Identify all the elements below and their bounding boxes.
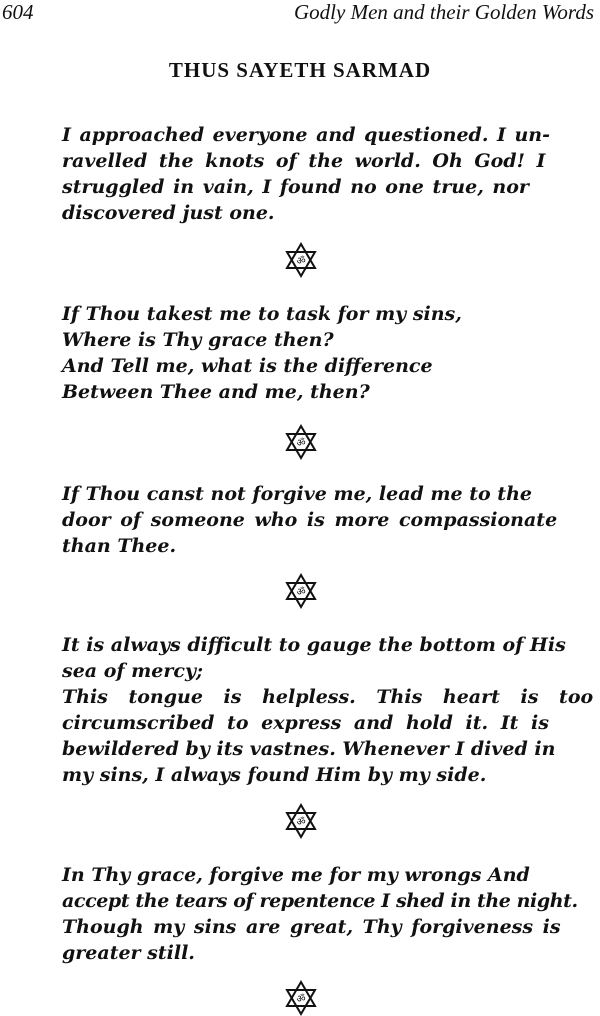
svg-text:ॐ: ॐ [296, 256, 306, 267]
verse-line: my sins, I always found Him by my side. [62, 764, 487, 786]
verse-line: circumscribed to express and hold it. It is [62, 712, 549, 734]
svg-text:ॐ: ॐ [296, 438, 306, 449]
verse-line: discovered just one. [62, 202, 275, 224]
chapter-title: THUS SAYETH SARMAD [168, 58, 432, 82]
verse-line: bewildered by its vastnes. Whenever I dived in [62, 738, 556, 760]
verse-line: Between Thee and me, then? [62, 381, 370, 403]
verse-line: This tongue is helpless. This heart is too [62, 686, 594, 708]
verse-line: Though my sins are great, Thy forgiveness is [62, 916, 561, 938]
verse-line: sea of mercy; [62, 660, 203, 682]
running-title: Godly Men and their Golden Words [294, 0, 594, 24]
verse-line: I approached everyone and questioned. I un- [62, 124, 550, 146]
verse-1 [62, 122, 550, 226]
svg-text:ॐ: ॐ [296, 994, 306, 1005]
verse-line: accept the tears of repentence I shed in the night. [62, 890, 578, 912]
verse-2 [62, 301, 550, 405]
verse-line: And Tell me, what is the difference [62, 355, 433, 377]
verse-line: It is always difficult to gauge the bottom of His [62, 634, 566, 656]
verse-line: If Thou canst not forgive me, lead me to the [62, 483, 532, 505]
verse-line: than Thee. [62, 535, 177, 557]
star-of-david-om-icon [283, 573, 319, 609]
verse-line: struggled in vain, I found no one true, nor [62, 176, 529, 198]
verse-5 [62, 862, 578, 966]
verse-4 [62, 632, 594, 788]
page-number: 604 [2, 0, 34, 24]
verse-line: If Thou takest me to task for my sins, [62, 303, 462, 325]
verse-line: door of someone who is more compassionate [62, 509, 558, 531]
svg-text:ॐ: ॐ [296, 587, 306, 598]
verse-3 [62, 481, 558, 559]
star-of-david-om-icon [283, 803, 319, 839]
verse-line: In Thy grace, forgive me for my wrongs And [62, 864, 530, 886]
page-header [0, 0, 600, 30]
verse-line: ravelled the knots of the world. Oh God! I [62, 150, 546, 172]
verse-line: greater still. [62, 942, 195, 964]
verse-line: Where is Thy grace then? [62, 329, 334, 351]
star-of-david-om-icon [283, 242, 319, 278]
star-of-david-om-icon [283, 424, 319, 460]
svg-text:ॐ: ॐ [296, 817, 306, 828]
star-of-david-om-icon [283, 980, 319, 1016]
